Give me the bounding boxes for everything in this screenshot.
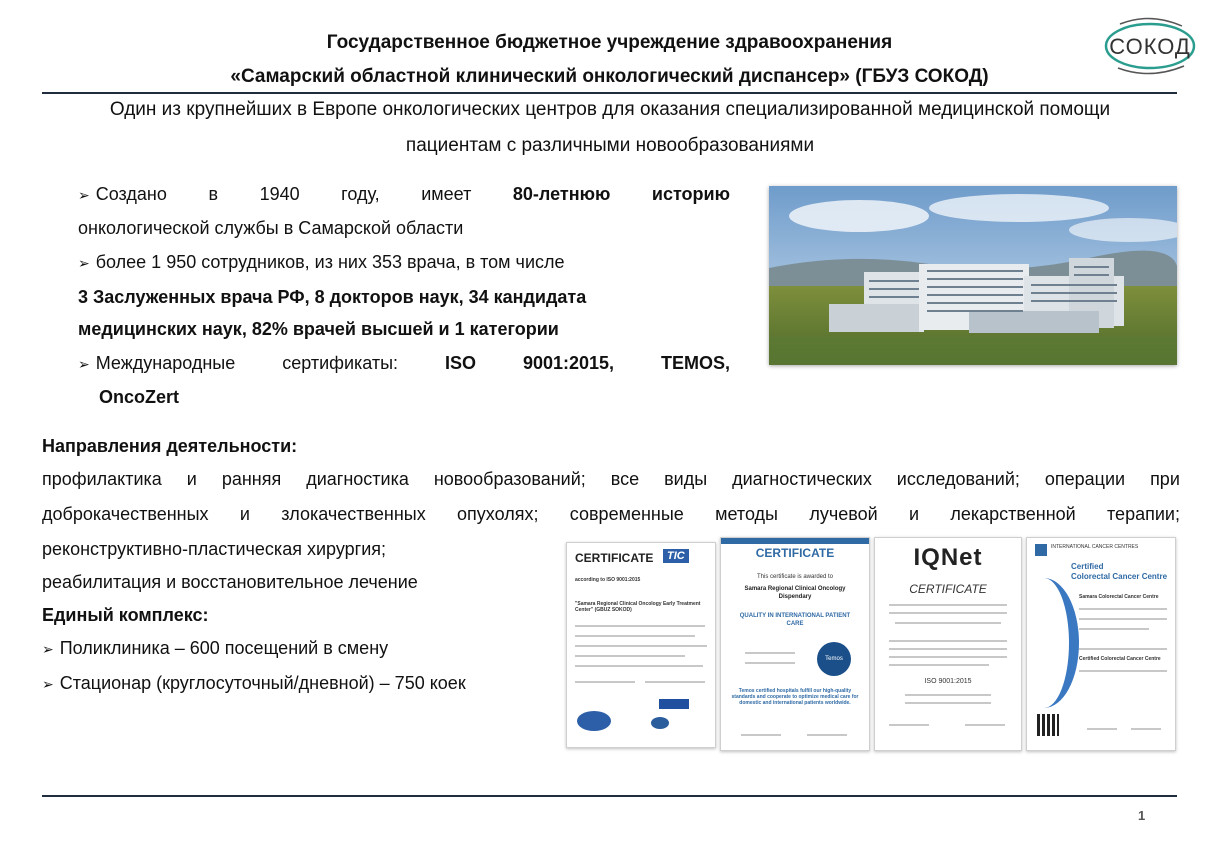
- certificate-colorectal-head: INTERNATIONAL CANCER CENTRES: [1051, 544, 1139, 550]
- fact-founded-line1: ➢ Создано в 1940 году, имеет 80-летнюю историю: [78, 184, 730, 204]
- directions-word: профилактика: [42, 469, 162, 489]
- certificate-colorectal-title1: Certified: [1071, 562, 1104, 571]
- directions-word: злокачественных: [281, 504, 426, 524]
- arrow-bullet-icon: ➢: [78, 356, 90, 372]
- complex-item-hospital: ➢ Стационар (круглосуточный/дневной) – 750 коек: [42, 673, 466, 693]
- directions-word: лучевой: [809, 504, 878, 524]
- directions-word: виды: [664, 469, 708, 489]
- directions-word: и: [186, 469, 197, 489]
- directions-word: лекарственной: [950, 504, 1076, 524]
- header-title-line2: «Самарский областной клинический онкологический диспансер» (ГБУЗ СОКОД): [230, 66, 989, 87]
- directions-word: опухолях;: [457, 504, 539, 524]
- directions-line4: реабилитация и восстановительное лечение: [42, 572, 418, 592]
- directions-line1: [42, 462, 1180, 496]
- header-title-line1: Государственное бюджетное учреждение здравоохранения: [326, 32, 893, 53]
- fact-staff-line1: ➢ более 1 950 сотрудников, из них 353 врача, в том числе: [78, 252, 565, 272]
- fact-staff-bold-line1: 3 Заслуженных врача РФ, 8 докторов наук, 34 кандидата: [78, 287, 587, 307]
- fact-certificates-line1: ➢ Международные сертификаты: ISO 9001:2015, TEMOS,: [78, 353, 730, 373]
- cancer-centres-logo-icon: [1035, 544, 1047, 556]
- directions-line2: [42, 497, 1180, 531]
- qr-code-icon: [1037, 714, 1059, 736]
- certificate-temos-title: CERTIFICATE: [755, 546, 835, 560]
- blue-wave-decoration: [1026, 578, 1079, 708]
- directions-word: и: [908, 504, 920, 524]
- complex-heading: Единый комплекс:: [42, 605, 209, 625]
- arrow-bullet-icon: ➢: [42, 641, 54, 657]
- directions-heading: Направления деятельности:: [42, 436, 298, 456]
- arrow-bullet-icon: ➢: [42, 676, 54, 692]
- directions-word: все: [610, 469, 640, 489]
- directions-word: доброкачественных: [42, 504, 209, 524]
- iqnet-logo: IQNet: [913, 544, 983, 571]
- sokod-logo-text: СОКОД: [1109, 34, 1191, 59]
- directions-word: методы: [715, 504, 778, 524]
- certificate-colorectal-title2: Colorectal Cancer Centre: [1071, 572, 1168, 581]
- certificate-temos-org: Samara Regional Clinical Oncology Dispendary: [744, 586, 846, 600]
- sokod-logo: [1100, 16, 1200, 80]
- page-number: 1: [1138, 808, 1146, 823]
- hospital-building-photo: [769, 186, 1177, 365]
- certificate-tic-subtitle: according to ISO 9001:2015: [575, 577, 641, 583]
- subtitle: [40, 92, 1180, 164]
- directions-word: и: [239, 504, 250, 524]
- certificate-temos: [720, 537, 870, 751]
- certificate-temos-awarded: This certificate is awarded to: [756, 574, 834, 580]
- certificate-tic: [566, 542, 716, 748]
- subtitle-line1: Один из крупнейших в Европе онкологических центров для оказания специализированной медицинской помощи: [109, 99, 1111, 120]
- arrow-bullet-icon: ➢: [78, 255, 90, 271]
- directions-word: исследований;: [896, 469, 1020, 489]
- directions-word: операции: [1044, 469, 1126, 489]
- subtitle-line2: пациентам с различными новообразованиями: [405, 135, 815, 156]
- certificate-temos-quality: QUALITY IN INTERNATIONAL PATIENT CARE: [739, 613, 851, 627]
- directions-word: терапии;: [1107, 504, 1180, 524]
- directions-word: новообразований;: [433, 469, 586, 489]
- fact-certificates-line2: OncoZert: [99, 387, 180, 407]
- directions-word: современные: [569, 504, 684, 524]
- tic-logo: TIC: [663, 549, 689, 563]
- directions-word: диагностических: [732, 469, 872, 489]
- fact-founded-line2: онкологической службы в Самарской области: [78, 218, 464, 238]
- footer-divider: [42, 795, 1177, 797]
- temos-seal: Temos: [817, 642, 851, 676]
- certificate-colorectal-org: Samara Colorectal Cancer Centre: [1079, 594, 1159, 600]
- directions-word: при: [1150, 469, 1180, 489]
- certificate-iqnet: [874, 537, 1022, 751]
- directions-line3: реконструктивно-пластическая хирургия;: [42, 539, 387, 559]
- certificate-tic-org: "Samara Regional Clinical Oncology Early Treatment Center" (GBUZ SOKOD): [575, 601, 701, 613]
- complex-item-polyclinic: ➢ Поликлиника – 600 посещений в смену: [42, 638, 389, 658]
- tuv-mark-icon: [659, 699, 689, 709]
- directions-word: диагностика: [306, 469, 409, 489]
- certificate-colorectal-footer: Certified Colorectal Cancer Centre: [1079, 656, 1161, 662]
- certificate-iqnet-standard: ISO 9001:2015: [924, 678, 972, 685]
- certificate-temos-footer: Temos certified hospitals fulfill our high-quality standards and cooperate to optimize medical care for domestic and international patients worldwide.: [731, 688, 859, 706]
- certificate-iqnet-title: CERTIFICATE: [909, 582, 987, 596]
- directions-word: ранняя: [221, 469, 282, 489]
- iaf-mark-icon: [651, 717, 669, 729]
- certificate-colorectal: [1026, 537, 1176, 751]
- fact-staff-bold-line2: медицинских наук, 82% врачей высшей и 1 категории: [78, 319, 559, 339]
- arrow-bullet-icon: ➢: [78, 187, 90, 203]
- tic-seal-icon: [577, 711, 611, 731]
- certificate-tic-title: CERTIFICATE: [575, 551, 654, 565]
